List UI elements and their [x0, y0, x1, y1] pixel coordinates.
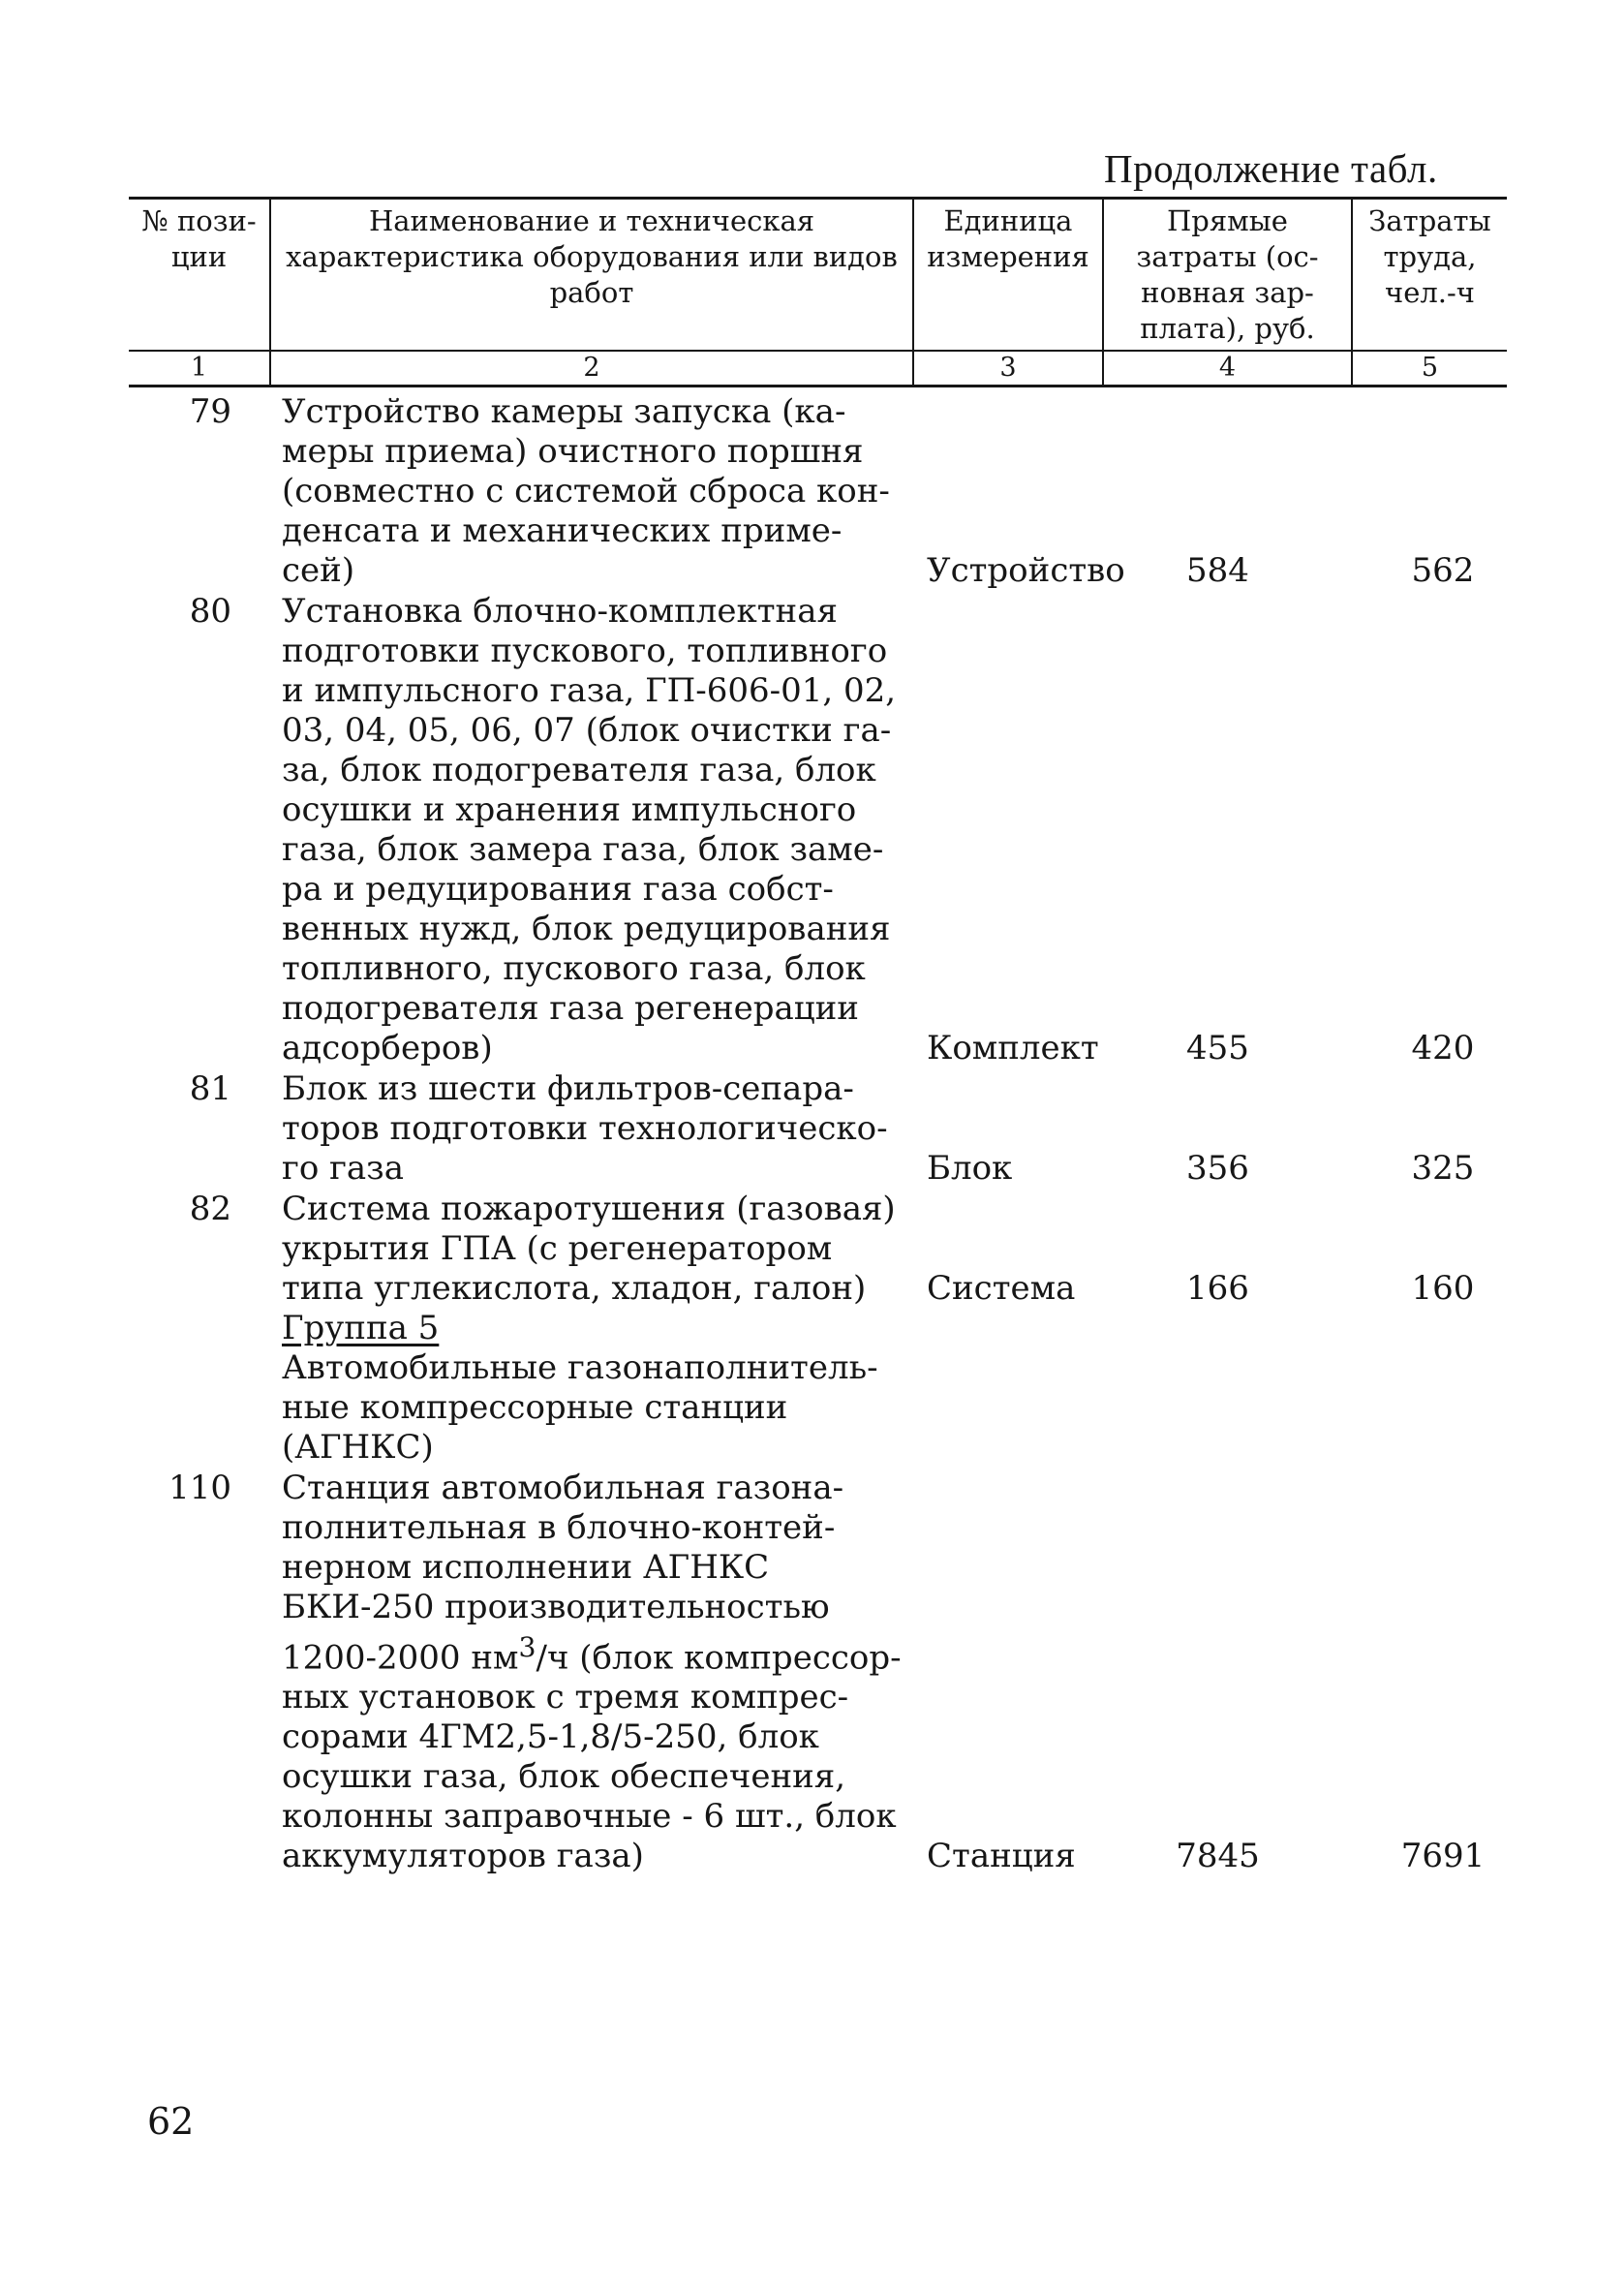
- header-direct-costs: Прямые затраты (ос-новная зар-плата), руб.: [1103, 199, 1352, 352]
- position-cell: 79: [189, 392, 231, 431]
- continuation-label: Продолжение табл.: [1104, 146, 1438, 191]
- table-row: [129, 1189, 1507, 1309]
- labor-cell: 7691: [1400, 1837, 1486, 1876]
- column-number: 4: [1103, 351, 1352, 387]
- column-number: 1: [129, 351, 270, 387]
- column-number: 2: [270, 351, 913, 387]
- equipment-table: [129, 197, 1507, 1876]
- unit-cell: Блок: [927, 1149, 1013, 1188]
- header-description: Наименование и техническая характеристика оборудования или видов работ: [270, 199, 913, 352]
- header-labor: Затраты труда, чел.-ч: [1352, 199, 1507, 352]
- table-row: [129, 591, 1507, 1068]
- table-row: [129, 1068, 1507, 1189]
- labor-cell: 160: [1411, 1269, 1475, 1308]
- unit-cell: Система: [927, 1269, 1076, 1308]
- direct-costs-cell: 7845: [1176, 1837, 1260, 1876]
- description-text: /ч (блок компрессор-ных установок с тремя компрес-сорами 4ГМ2,5-1,8/5-250, блок осушки газа, блок обеспечения, колонны заправочные - 6 шт., блок аккумуляторов газа): [282, 1638, 902, 1876]
- description-text: Станция автомобильная газона-полнительная в блочно-контей-нерном исполнении АГНКС БКИ-250 производительностью 1200-2000 нм: [282, 1469, 844, 1678]
- table-row: [129, 1468, 1507, 1876]
- header-position: № пози-ции: [129, 199, 270, 352]
- table-row: [129, 387, 1507, 592]
- unit-cell: Устройство: [927, 551, 1125, 590]
- column-number: 3: [913, 351, 1103, 387]
- description-cell: [270, 1468, 913, 1876]
- direct-costs-cell: 166: [1186, 1269, 1249, 1308]
- group-label: Группа 5: [282, 1309, 440, 1347]
- header-row: [129, 199, 1507, 352]
- group-cell: [270, 1309, 913, 1468]
- position-cell: 110: [169, 1469, 231, 1507]
- unit-cell: Комплект: [927, 1029, 1099, 1067]
- column-number: 5: [1352, 351, 1507, 387]
- group-row: [129, 1309, 1507, 1468]
- position-cell: 82: [189, 1190, 231, 1228]
- position-cell: 80: [189, 592, 231, 631]
- direct-costs-cell: 356: [1186, 1149, 1249, 1188]
- labor-cell: 562: [1411, 551, 1475, 590]
- header-unit: Единица измерения: [913, 199, 1103, 352]
- labor-cell: 325: [1411, 1149, 1475, 1188]
- direct-costs-cell: 584: [1186, 551, 1249, 590]
- position-cell: 81: [189, 1069, 231, 1108]
- group-title: Автомобильные газонаполнитель-ные компрессорные станции (АГНКС): [282, 1348, 878, 1467]
- description-cell: Устройство камеры запуска (ка-меры приема) очистного поршня (совместно с системой сброса кон-денсата и механических приме-сей): [282, 392, 890, 590]
- column-number-row: [129, 351, 1507, 387]
- page-number: 62: [147, 2100, 195, 2143]
- superscript: 3: [518, 1631, 536, 1663]
- description-cell: Система пожаротушения (газовая) укрытия ГПА (с регенератором типа углекислота, хладон, галон): [282, 1190, 896, 1308]
- description-cell: Установка блочно-комплектная подготовки пускового, топливного и импульсного газа, ГП-606-01, 02, 03, 04, 05, 06, 07 (блок очистки га-за, блок подогревателя газа, блок осушки и хранения импульсного газа, блок замера газа, блок заме-ра и редуцирования газа собст-венных нужд, блок редуцирования топливного, пускового газа, блок подогревателя газа регенерации адсорберов): [282, 592, 897, 1067]
- description-cell: Блок из шести фильтров-сепара-торов подготовки технологическо-го газа: [282, 1069, 888, 1188]
- unit-cell: Станция: [927, 1837, 1076, 1876]
- direct-costs-cell: 455: [1186, 1029, 1249, 1067]
- labor-cell: 420: [1411, 1029, 1475, 1067]
